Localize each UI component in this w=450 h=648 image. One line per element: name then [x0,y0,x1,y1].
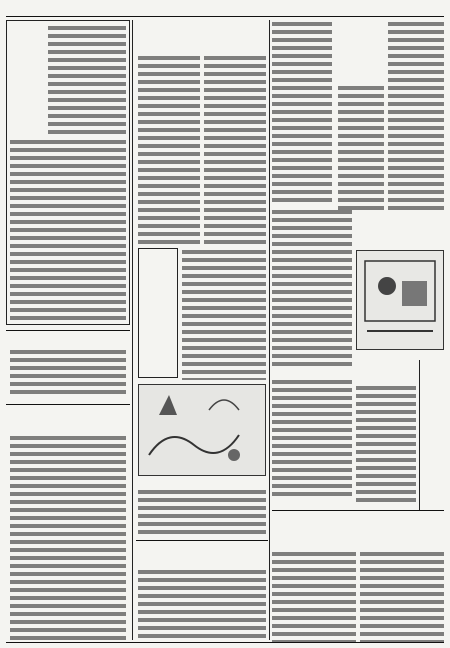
center-lower-text [138,570,266,642]
right-illustration [356,250,444,350]
left-lower-rule [6,404,130,405]
top-right-text-col2 [388,22,444,212]
header-rule [6,16,444,17]
left-lower-text [10,436,126,642]
left-mid-text [10,350,126,398]
ink-painting-icon [139,385,265,475]
column-divider-2 [269,20,270,640]
right-lower-rule [272,510,444,511]
center-lower-rule [136,540,268,541]
middle-vertical-frame [138,248,178,378]
middle-center-text [182,250,266,380]
woodcut-illustration-icon [357,251,443,349]
right-lower-text-col1 [272,552,356,642]
footer-rule [6,642,444,643]
top-right-text-col1 [338,86,384,212]
right-center-text-top [272,22,332,202]
right-center-text-mid [272,210,352,370]
right-center-text-lower [272,380,352,500]
right-edge-divider [419,360,420,510]
left-article-text-top [48,26,126,136]
left-article-text-body [10,140,126,320]
left-mid-rule [6,330,130,331]
center-illustration [138,384,266,476]
top-center-text-col2 [204,56,266,246]
column-divider-1 [132,20,133,640]
top-center-text-col1 [138,56,200,246]
right-lower-text-col2 [360,552,444,642]
center-below-illus-text [138,490,266,534]
right-mid-poem-text [356,386,416,504]
